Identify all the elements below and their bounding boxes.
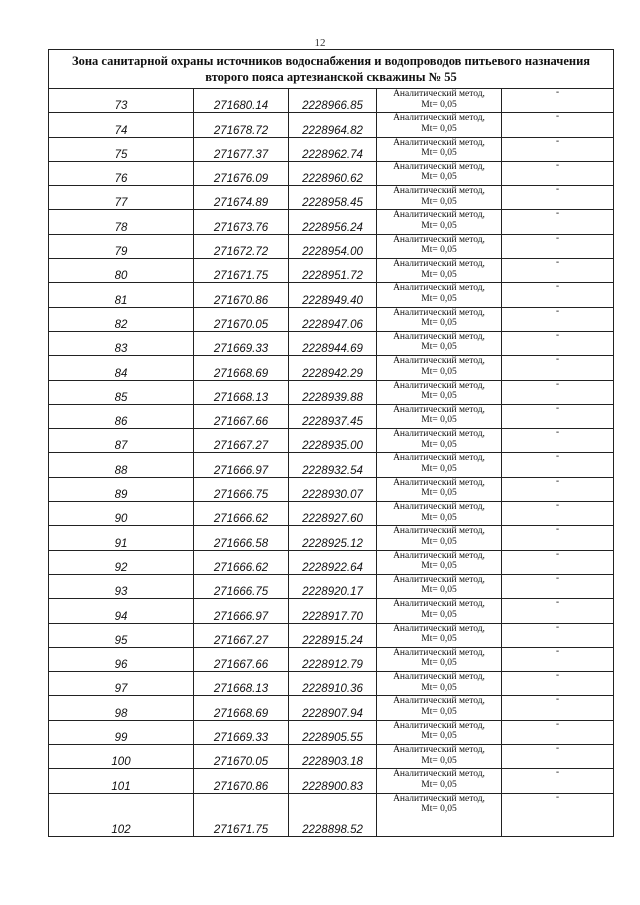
- method-cell-text: Mt= 0,05: [421, 488, 457, 499]
- point-number-text: 90: [114, 513, 128, 526]
- method-cell: [377, 502, 502, 526]
- coord-y: 2228947.06: [289, 307, 377, 331]
- coord-y: 2228937.45: [289, 404, 377, 428]
- method-cell-text: Mt= 0,05: [421, 391, 457, 402]
- point-number-text: 99: [114, 732, 128, 745]
- error-cell: -: [502, 137, 614, 161]
- method-cell: [377, 429, 502, 453]
- coordinates-table: [48, 49, 614, 837]
- method-cell-text: Аналитический метод,: [393, 526, 485, 537]
- method-cell: [377, 793, 502, 836]
- error-cell: -: [502, 526, 614, 550]
- coord-y: 2228903.18: [289, 745, 377, 769]
- method-cell-text: Mt= 0,05: [421, 439, 457, 450]
- table-row: [49, 113, 614, 137]
- method-cell: [377, 477, 502, 501]
- method-cell-text: Аналитический метод,: [393, 307, 485, 318]
- point-number-text: 94: [114, 610, 128, 623]
- coord-x: 271671.75: [194, 793, 289, 836]
- method-cell: [377, 672, 502, 696]
- coord-x: 271670.86: [194, 769, 289, 793]
- method-cell: [377, 696, 502, 720]
- point-number: [49, 599, 194, 623]
- point-number-text: 92: [114, 561, 128, 574]
- coord-x: 271674.89: [194, 186, 289, 210]
- method-cell-text: Mt= 0,05: [421, 415, 457, 426]
- point-number-text: 98: [114, 707, 128, 720]
- coord-y: 2228927.60: [289, 502, 377, 526]
- coord-x: 271667.27: [194, 623, 289, 647]
- method-cell-text: Mt= 0,05: [421, 342, 457, 353]
- title-line-2: второго пояса артезианской скважины № 55: [205, 70, 457, 84]
- method-cell-text: Аналитический метод,: [393, 793, 485, 804]
- method-cell-text: Mt= 0,05: [421, 366, 457, 377]
- coord-x: 271666.97: [194, 453, 289, 477]
- coord-x: 271680.14: [194, 89, 289, 113]
- coord-y: 2228944.69: [289, 331, 377, 355]
- error-cell: -: [502, 283, 614, 307]
- method-cell: [377, 623, 502, 647]
- method-cell: [377, 186, 502, 210]
- point-number-text: 82: [114, 318, 128, 331]
- method-cell-text: Mt= 0,05: [421, 536, 457, 547]
- point-number: [49, 672, 194, 696]
- method-cell-text: Аналитический метод,: [393, 623, 485, 634]
- method-cell: [377, 234, 502, 258]
- coord-x: 271668.13: [194, 380, 289, 404]
- method-cell-text: Mt= 0,05: [421, 245, 457, 256]
- method-cell-text: Mt= 0,05: [421, 123, 457, 134]
- coord-x: 271666.75: [194, 477, 289, 501]
- point-number: [49, 453, 194, 477]
- error-cell: -: [502, 404, 614, 428]
- error-cell: -: [502, 380, 614, 404]
- error-cell: -: [502, 161, 614, 185]
- method-cell: [377, 210, 502, 234]
- method-cell-text: Mt= 0,05: [421, 220, 457, 231]
- table-row: [49, 696, 614, 720]
- point-number: [49, 550, 194, 574]
- coord-x: 271670.86: [194, 283, 289, 307]
- point-number-text: 79: [114, 246, 128, 259]
- method-cell-text: Mt= 0,05: [421, 561, 457, 572]
- coord-y: 2228966.85: [289, 89, 377, 113]
- method-cell: [377, 574, 502, 598]
- table-row: [49, 672, 614, 696]
- method-cell: [377, 259, 502, 283]
- table-row: [49, 89, 614, 113]
- table-row: [49, 429, 614, 453]
- coord-x: 271666.97: [194, 599, 289, 623]
- table-row: [49, 502, 614, 526]
- method-cell-text: Аналитический метод,: [393, 356, 485, 367]
- method-cell: [377, 453, 502, 477]
- point-number-text: 87: [114, 440, 128, 453]
- coord-y: 2228939.88: [289, 380, 377, 404]
- error-cell: -: [502, 477, 614, 501]
- coord-x: 271667.66: [194, 647, 289, 671]
- point-number: [49, 210, 194, 234]
- error-cell: -: [502, 331, 614, 355]
- method-cell: [377, 137, 502, 161]
- method-cell-text: Mt= 0,05: [421, 634, 457, 645]
- point-number: [49, 720, 194, 744]
- error-cell: -: [502, 769, 614, 793]
- method-cell-text: Аналитический метод,: [393, 234, 485, 245]
- method-cell: [377, 745, 502, 769]
- method-cell: [377, 307, 502, 331]
- table-row: [49, 599, 614, 623]
- table-row: [49, 307, 614, 331]
- method-cell: [377, 283, 502, 307]
- point-number: [49, 380, 194, 404]
- coord-y: 2228964.82: [289, 113, 377, 137]
- method-cell-text: Аналитический метод,: [393, 113, 485, 124]
- method-cell-text: Mt= 0,05: [421, 804, 457, 815]
- title-line-1: Зона санитарной охраны источников водоснабжения и водопроводов питьевого назначения: [71, 54, 591, 68]
- table-row: [49, 331, 614, 355]
- error-cell: -: [502, 696, 614, 720]
- table-row: [49, 477, 614, 501]
- point-number-text: 86: [114, 416, 128, 429]
- method-cell-text: Аналитический метод,: [393, 745, 485, 756]
- method-cell-text: Аналитический метод,: [393, 647, 485, 658]
- method-cell: [377, 599, 502, 623]
- point-number: [49, 283, 194, 307]
- error-cell: -: [502, 745, 614, 769]
- coord-x: 271670.05: [194, 745, 289, 769]
- error-cell: -: [502, 647, 614, 671]
- error-cell: -: [502, 259, 614, 283]
- error-cell: -: [502, 356, 614, 380]
- title-row: [49, 50, 614, 89]
- point-number: [49, 259, 194, 283]
- point-number: [49, 696, 194, 720]
- table-row: [49, 526, 614, 550]
- error-cell: -: [502, 89, 614, 113]
- method-cell: [377, 113, 502, 137]
- method-cell-text: Mt= 0,05: [421, 148, 457, 159]
- coord-y: 2228898.52: [289, 793, 377, 836]
- method-cell: [377, 161, 502, 185]
- method-cell-text: Аналитический метод,: [393, 599, 485, 610]
- error-cell: -: [502, 672, 614, 696]
- method-cell-text: Mt= 0,05: [421, 269, 457, 280]
- table-title: [49, 50, 614, 89]
- method-cell-text: Mt= 0,05: [421, 512, 457, 523]
- point-number-text: 96: [114, 659, 128, 672]
- point-number: [49, 331, 194, 355]
- method-cell: [377, 550, 502, 574]
- coord-y: 2228920.17: [289, 574, 377, 598]
- method-cell-text: Аналитический метод,: [393, 283, 485, 294]
- method-cell-text: Mt= 0,05: [421, 706, 457, 717]
- method-cell: [377, 769, 502, 793]
- method-cell-text: Mt= 0,05: [421, 463, 457, 474]
- coord-x: 271678.72: [194, 113, 289, 137]
- point-number: [49, 793, 194, 836]
- method-cell-text: Mt= 0,05: [421, 779, 457, 790]
- coord-x: 271666.75: [194, 574, 289, 598]
- coord-y: 2228930.07: [289, 477, 377, 501]
- error-cell: -: [502, 210, 614, 234]
- coord-y: 2228900.83: [289, 769, 377, 793]
- coord-y: 2228915.24: [289, 623, 377, 647]
- table-row: [49, 137, 614, 161]
- table-row: [49, 550, 614, 574]
- coord-y: 2228951.72: [289, 259, 377, 283]
- method-cell-text: Аналитический метод,: [393, 429, 485, 440]
- error-cell: -: [502, 720, 614, 744]
- method-cell-text: Mt= 0,05: [421, 682, 457, 693]
- point-number: [49, 356, 194, 380]
- error-cell: -: [502, 574, 614, 598]
- method-cell-text: Mt= 0,05: [421, 318, 457, 329]
- point-number-text: 89: [114, 489, 128, 502]
- method-cell-text: Mt= 0,05: [421, 755, 457, 766]
- method-cell-text: Mt= 0,05: [421, 196, 457, 207]
- method-cell-text: Аналитический метод,: [393, 720, 485, 731]
- coord-x: 271669.33: [194, 331, 289, 355]
- table-row: [49, 793, 614, 836]
- point-number-text: 91: [114, 537, 128, 550]
- point-number: [49, 113, 194, 137]
- method-cell-text: Аналитический метод,: [393, 769, 485, 780]
- method-cell-text: Аналитический метод,: [393, 210, 485, 221]
- method-cell-text: Аналитический метод,: [393, 574, 485, 585]
- coord-x: 271676.09: [194, 161, 289, 185]
- point-number: [49, 769, 194, 793]
- coord-y: 2228912.79: [289, 647, 377, 671]
- coord-y: 2228932.54: [289, 453, 377, 477]
- error-cell: -: [502, 453, 614, 477]
- table-row: [49, 186, 614, 210]
- method-cell-text: Аналитический метод,: [393, 502, 485, 513]
- table-row: [49, 574, 614, 598]
- table-row: [49, 380, 614, 404]
- coord-y: 2228917.70: [289, 599, 377, 623]
- method-cell-text: Аналитический метод,: [393, 161, 485, 172]
- point-number-text: 102: [111, 823, 131, 836]
- method-cell-text: Аналитический метод,: [393, 672, 485, 683]
- error-cell: -: [502, 599, 614, 623]
- coord-x: 271668.13: [194, 672, 289, 696]
- point-number: [49, 161, 194, 185]
- coord-y: 2228949.40: [289, 283, 377, 307]
- coord-x: 271667.66: [194, 404, 289, 428]
- point-number-text: 95: [114, 634, 128, 647]
- method-cell-text: Аналитический метод,: [393, 89, 485, 99]
- method-cell-text: Аналитический метод,: [393, 696, 485, 707]
- point-number-text: 97: [114, 683, 128, 696]
- point-number: [49, 574, 194, 598]
- method-cell-text: Аналитический метод,: [393, 259, 485, 270]
- point-number: [49, 477, 194, 501]
- table-row: [49, 647, 614, 671]
- table-row: [49, 720, 614, 744]
- point-number-text: 88: [114, 464, 128, 477]
- coord-x: 271666.58: [194, 526, 289, 550]
- coord-x: 271671.75: [194, 259, 289, 283]
- table-row: [49, 745, 614, 769]
- table-row: [49, 210, 614, 234]
- coord-x: 271668.69: [194, 356, 289, 380]
- table-row: [49, 356, 614, 380]
- page-number: 12: [314, 37, 326, 49]
- point-number-text: 101: [111, 780, 131, 793]
- method-cell-text: Аналитический метод,: [393, 404, 485, 415]
- point-number-text: 84: [114, 367, 128, 380]
- point-number-text: 81: [114, 294, 128, 307]
- coord-y: 2228907.94: [289, 696, 377, 720]
- method-cell-text: Аналитический метод,: [393, 331, 485, 342]
- coord-y: 2228922.64: [289, 550, 377, 574]
- method-cell: [377, 380, 502, 404]
- point-number: [49, 647, 194, 671]
- table-body: [49, 50, 614, 837]
- method-cell: [377, 404, 502, 428]
- coord-y: 2228942.29: [289, 356, 377, 380]
- coord-y: 2228962.74: [289, 137, 377, 161]
- method-cell-text: Mt= 0,05: [421, 172, 457, 183]
- point-number-text: 77: [114, 197, 128, 210]
- method-cell: [377, 331, 502, 355]
- point-number: [49, 186, 194, 210]
- error-cell: -: [502, 429, 614, 453]
- point-number: [49, 307, 194, 331]
- method-cell-text: Аналитический метод,: [393, 380, 485, 391]
- table-row: [49, 283, 614, 307]
- point-number: [49, 745, 194, 769]
- table-row: [49, 404, 614, 428]
- point-number-text: 80: [114, 270, 128, 283]
- method-cell-text: Mt= 0,05: [421, 731, 457, 742]
- point-number: [49, 502, 194, 526]
- method-cell-text: Mt= 0,05: [421, 99, 457, 110]
- coord-x: 271668.69: [194, 696, 289, 720]
- coord-y: 2228956.24: [289, 210, 377, 234]
- error-cell: -: [502, 186, 614, 210]
- method-cell-text: Аналитический метод,: [393, 186, 485, 197]
- coord-y: 2228960.62: [289, 161, 377, 185]
- coord-x: 271666.62: [194, 502, 289, 526]
- error-cell: -: [502, 234, 614, 258]
- table-row: [49, 234, 614, 258]
- point-number: [49, 137, 194, 161]
- method-cell: [377, 89, 502, 113]
- coord-x: 271670.05: [194, 307, 289, 331]
- method-cell-text: Mt= 0,05: [421, 293, 457, 304]
- table-row: [49, 161, 614, 185]
- error-cell: -: [502, 113, 614, 137]
- coord-y: 2228958.45: [289, 186, 377, 210]
- coord-x: 271666.62: [194, 550, 289, 574]
- coord-x: 271677.37: [194, 137, 289, 161]
- coord-y: 2228910.36: [289, 672, 377, 696]
- coord-y: 2228925.12: [289, 526, 377, 550]
- coord-y: 2228954.00: [289, 234, 377, 258]
- point-number-text: 83: [114, 343, 128, 356]
- point-number-text: 93: [114, 586, 128, 599]
- method-cell: [377, 720, 502, 744]
- point-number: [49, 429, 194, 453]
- point-number: [49, 623, 194, 647]
- error-cell: -: [502, 793, 614, 836]
- point-number-text: 100: [111, 756, 131, 769]
- point-number: [49, 89, 194, 113]
- method-cell-text: Аналитический метод,: [393, 137, 485, 148]
- point-number-text: 75: [114, 148, 128, 161]
- coord-y: 2228905.55: [289, 720, 377, 744]
- coord-x: 271672.72: [194, 234, 289, 258]
- table-row: [49, 623, 614, 647]
- coord-x: 271673.76: [194, 210, 289, 234]
- coord-x: 271669.33: [194, 720, 289, 744]
- point-number-text: 73: [114, 100, 128, 113]
- point-number-text: 74: [114, 124, 128, 137]
- coord-y: 2228935.00: [289, 429, 377, 453]
- method-cell: [377, 647, 502, 671]
- method-cell: [377, 526, 502, 550]
- point-number-text: 78: [114, 221, 128, 234]
- table-row: [49, 769, 614, 793]
- error-cell: -: [502, 307, 614, 331]
- point-number: [49, 234, 194, 258]
- error-cell: -: [502, 550, 614, 574]
- method-cell-text: Mt= 0,05: [421, 658, 457, 669]
- method-cell: [377, 356, 502, 380]
- point-number-text: 76: [114, 173, 128, 186]
- point-number-text: 85: [114, 391, 128, 404]
- method-cell-text: Mt= 0,05: [421, 609, 457, 620]
- point-number: [49, 526, 194, 550]
- method-cell-text: Аналитический метод,: [393, 453, 485, 464]
- table-row: [49, 259, 614, 283]
- coord-x: 271667.27: [194, 429, 289, 453]
- error-cell: -: [502, 502, 614, 526]
- point-number: [49, 404, 194, 428]
- table-row: [49, 453, 614, 477]
- method-cell-text: Аналитический метод,: [393, 550, 485, 561]
- method-cell-text: Mt= 0,05: [421, 585, 457, 596]
- method-cell-text: Аналитический метод,: [393, 477, 485, 488]
- error-cell: -: [502, 623, 614, 647]
